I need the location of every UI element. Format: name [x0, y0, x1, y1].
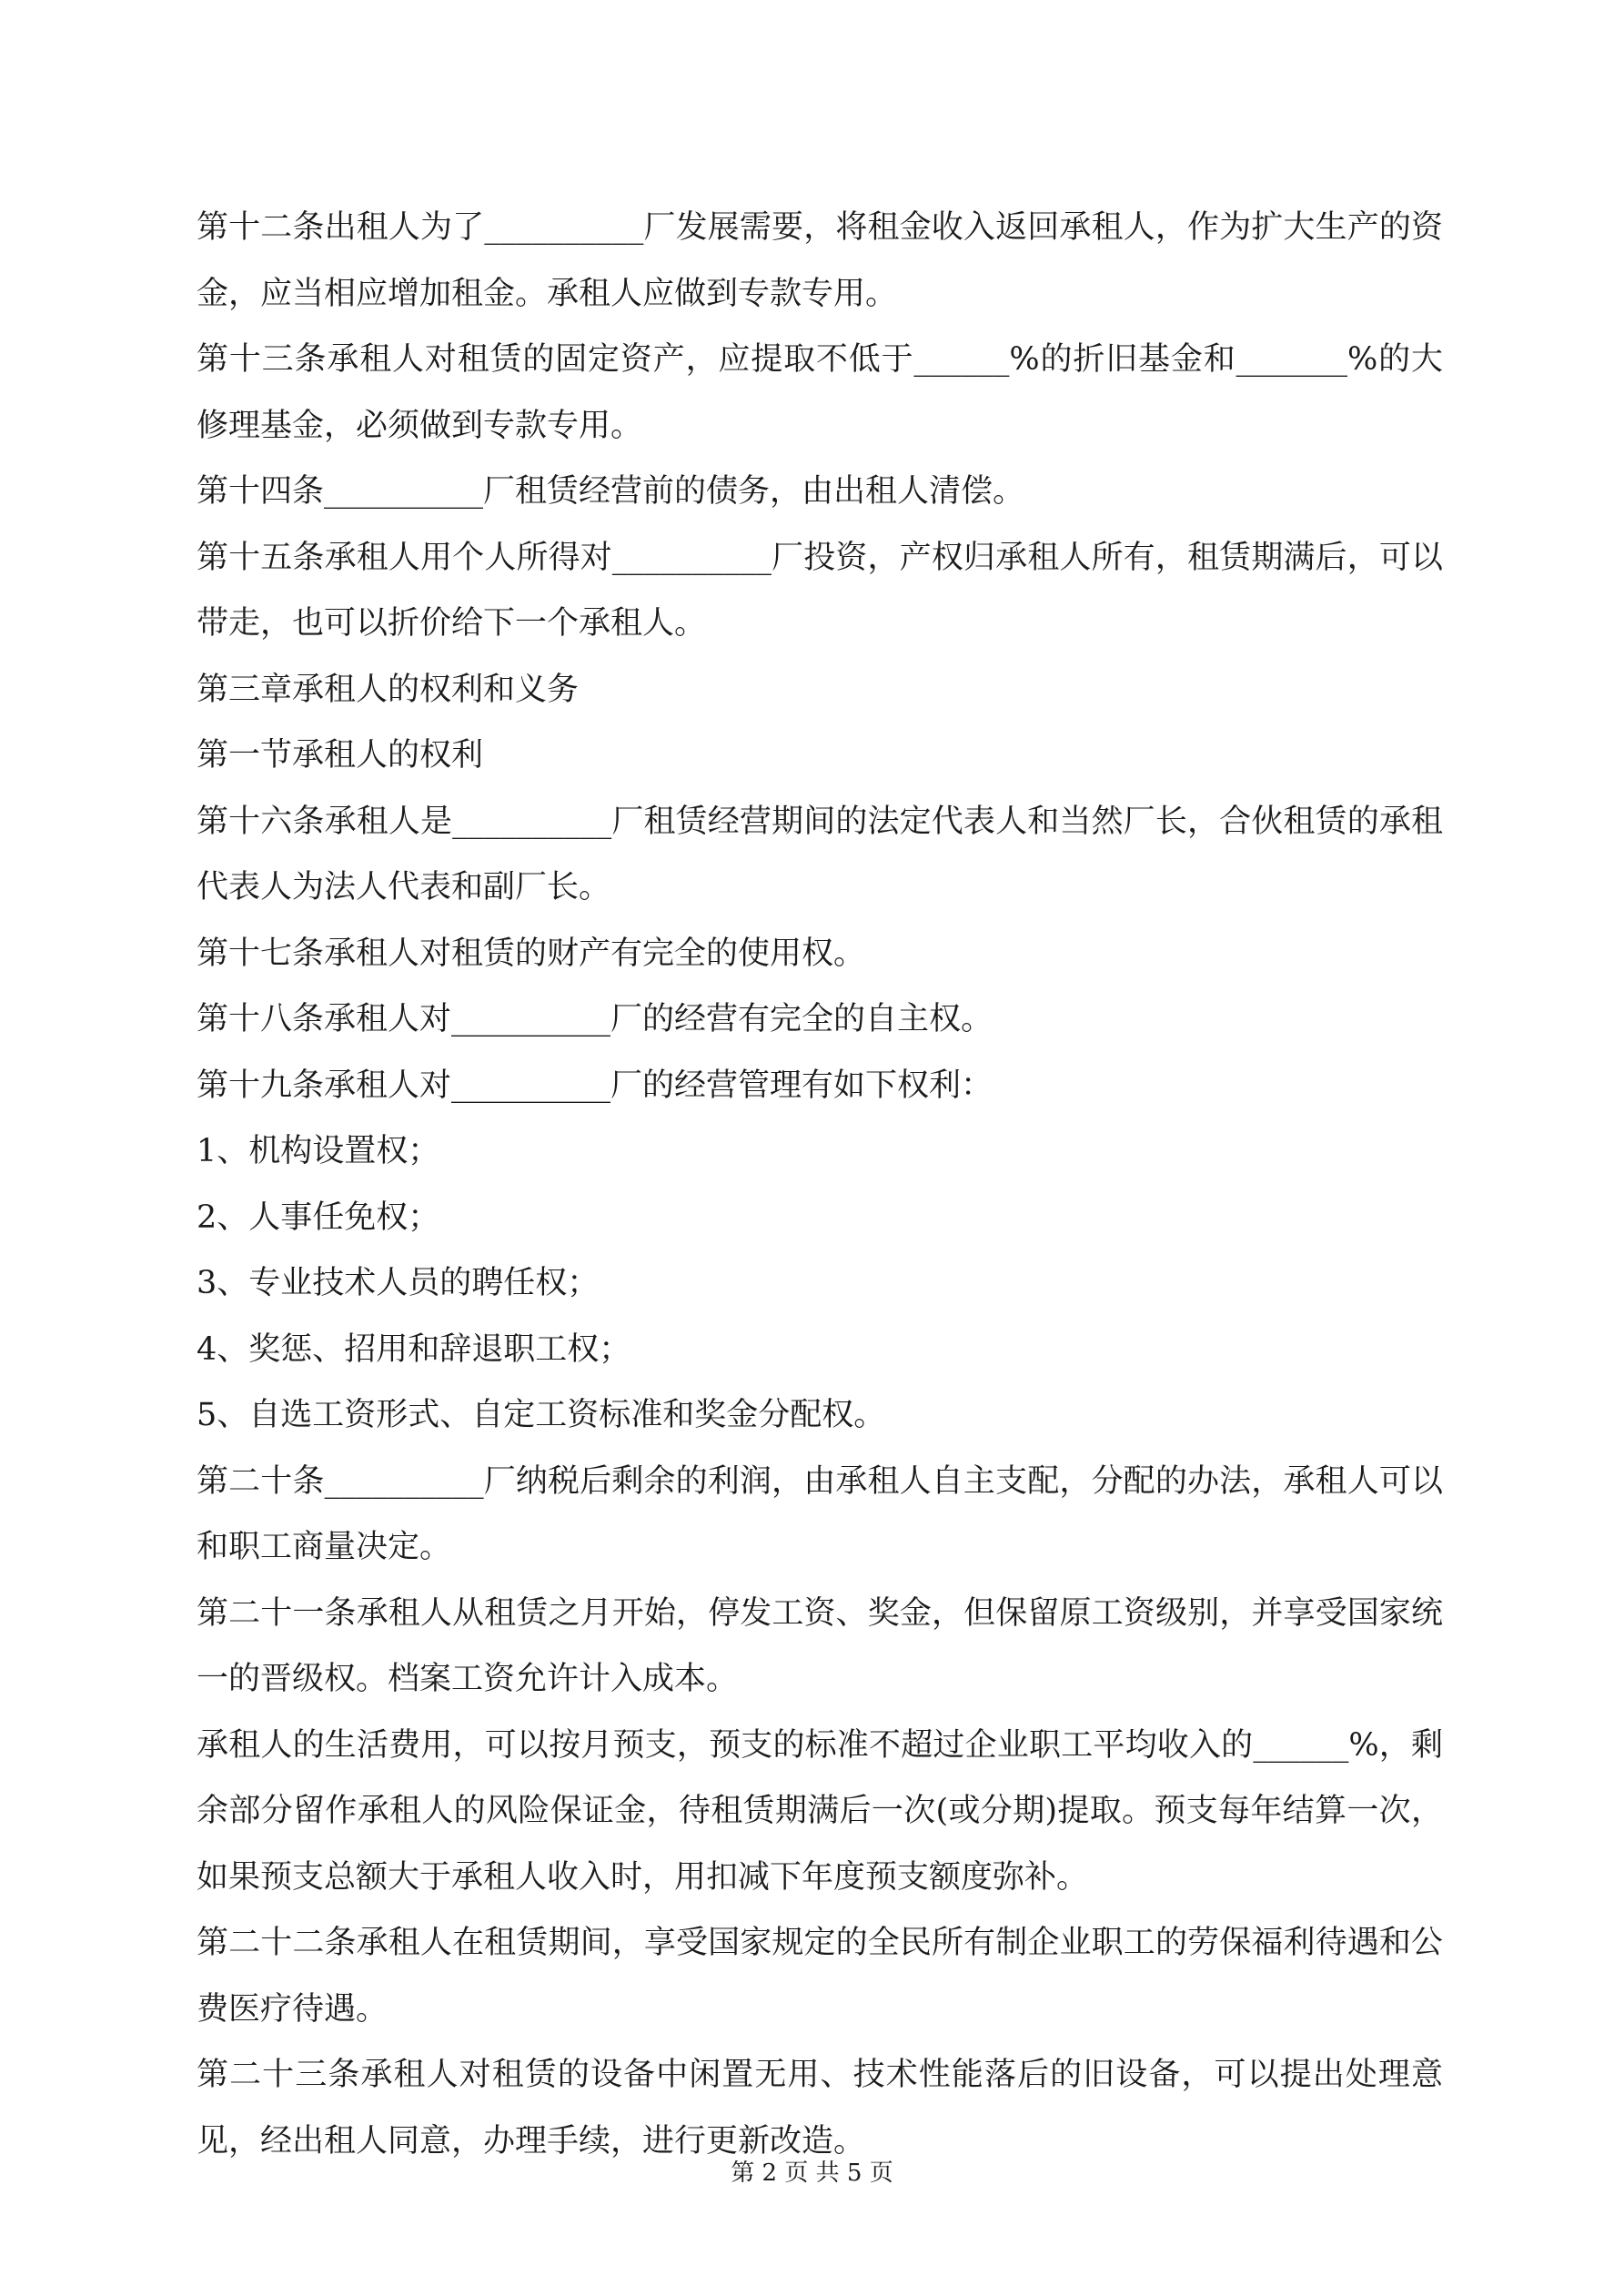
paragraph-article-23: 第二十三条承租人对租赁的设备中闲置无用、技术性能落后的旧设备，可以提出处理意见，经出租人同意，办理手续，进行更新改造。: [197, 2057, 1443, 2159]
page-number-footer: 第 2 页 共 5 页: [731, 2159, 893, 2187]
paragraph-article-17: 第十七条承租人对租赁的财产有完全的使用权。: [197, 935, 866, 972]
section-heading: 第一节承租人的权利: [197, 737, 484, 774]
list-item: 4、奖惩、招用和辞退职工权；: [197, 1330, 631, 1368]
paragraph-article-15: 第十五条承租人用个人所得对__________厂投资，产权归承租人所有，租赁期满后，可以带走，也可以折价给下一个承租人。: [197, 539, 1443, 642]
list-item: 1、机构设置权；: [197, 1133, 440, 1169]
paragraph-article-18: 第十八条承租人对__________厂的经营有完全的自主权。: [197, 1001, 994, 1037]
paragraph-living-expenses: 承租人的生活费用，可以按月预支，预支的标准不超过企业职工平均收入的______%，剩余部分留作承租人的风险保证金，待租赁期满后一次(或分期)提取。预支每年结算一次，如果预支总额大于承租人收入时，用扣减下年度预支额度弥补。: [197, 1726, 1443, 1896]
document-body: [197, 195, 1443, 2174]
list-item: 5、自选工资形式、自定工资标准和奖金分配权。: [197, 1397, 886, 1433]
paragraph-article-22: 第二十二条承租人在租赁期间，享受国家规定的全民所有制企业职工的劳保福利待遇和公费医疗待遇。: [197, 1925, 1443, 2028]
paragraph-article-14: 第十四条__________厂租赁经营前的债务，由出租人清偿。: [197, 473, 1025, 510]
chapter-heading: 第三章承租人的权利和义务: [197, 671, 580, 708]
paragraph-article-16: 第十六条承租人是__________厂租赁经营期间的法定代表人和当然厂长，合伙租赁的承租代表人为法人代表和副厂长。: [197, 803, 1443, 905]
list-item: 3、专业技术人员的聘任权；: [197, 1265, 600, 1301]
paragraph-article-12: 第十二条出租人为了__________厂发展需要，将租金收入返回承租人，作为扩大生产的资金，应当相应增加租金。承租人应做到专款专用。: [197, 209, 1443, 312]
paragraph-article-13: 第十三条承租人对租赁的固定资产，应提取不低于______%的折旧基金和_______%的大修理基金，必须做到专款专用。: [197, 341, 1443, 444]
list-item: 2、人事任免权；: [197, 1199, 440, 1236]
paragraph-article-19: 第十九条承租人对__________厂的经营管理有如下权利：: [197, 1067, 994, 1104]
paragraph-article-21: 第二十一条承租人从租赁之月开始，停发工资、奖金，但保留原工资级别，并享受国家统一的晋级权。档案工资允许计入成本。: [197, 1594, 1443, 1697]
paragraph-article-20: 第二十条__________厂纳税后剩余的利润，由承租人自主支配，分配的办法，承租人可以和职工商量决定。: [197, 1462, 1443, 1565]
